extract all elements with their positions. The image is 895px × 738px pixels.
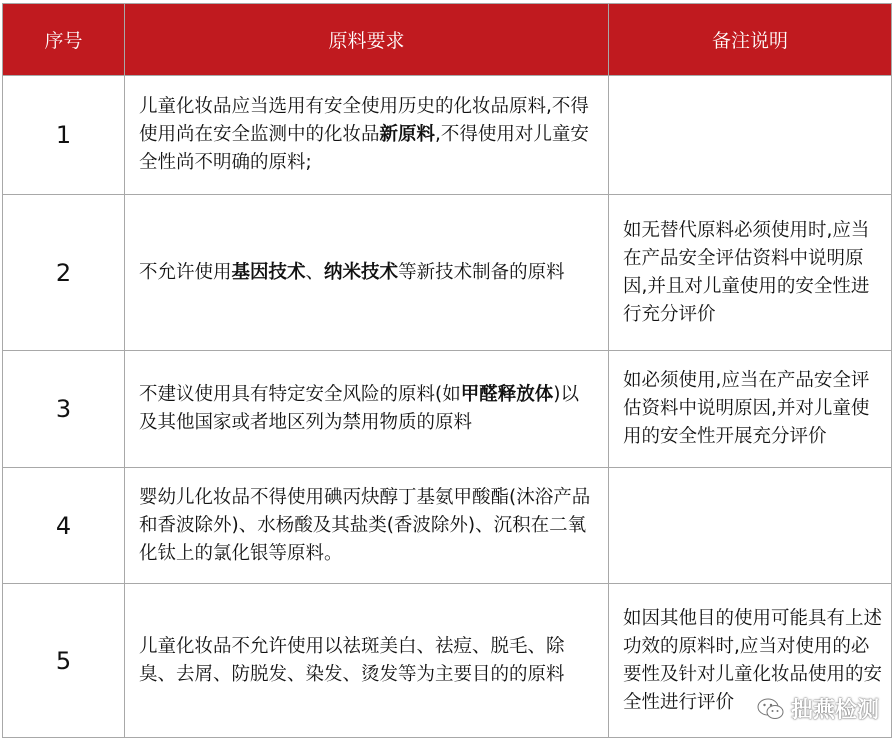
wechat-icon — [757, 697, 785, 721]
remark-cell: 如无替代原料必须使用时,应当在产品安全评估资料中说明原因,并且对儿童使用的安全性进行充分评价 — [609, 195, 892, 351]
requirement-cell — [125, 76, 609, 195]
table-row — [3, 76, 892, 195]
row-number: 4 — [3, 468, 125, 584]
watermark-text: 拙燕检测 — [791, 693, 879, 724]
requirement-cell: 婴幼儿化妆品不得使用碘丙炔醇丁基氨甲酸酯(沐浴产品和香波除外)、水杨酸及其盐类(香波除外)、沉积在二氧化钛上的氯化银等原料。 — [125, 468, 609, 584]
requirement-text: )以及其他国家或者地区列为禁用物质的原料 — [139, 384, 579, 433]
requirement-text: 儿童化妆品应当选用有安全使用历史的化妆品原料,不得使用尚在安全监测中的化妆品 — [139, 96, 589, 145]
requirement-cell — [125, 351, 609, 468]
requirement-text: 不允许使用 — [139, 262, 232, 283]
header-requirement: 原料要求 — [125, 4, 609, 76]
row-number: 2 — [3, 195, 125, 351]
requirements-table — [2, 3, 892, 738]
requirement-emphasis: 甲醛释放体 — [461, 384, 554, 405]
header-row — [3, 4, 892, 76]
table-row — [3, 195, 892, 351]
requirement-text: 等新技术制备的原料 — [398, 262, 565, 283]
requirement-cell: 儿童化妆品不允许使用以祛斑美白、祛痘、脱毛、除臭、去屑、防脱发、染发、烫发等为主要目的的原料 — [125, 584, 609, 738]
row-number: 5 — [3, 584, 125, 738]
requirement-cell — [125, 195, 609, 351]
row-number: 3 — [3, 351, 125, 468]
requirement-emphasis: 纳米技术 — [324, 262, 398, 283]
header-index: 序号 — [3, 4, 125, 76]
requirement-text: 不建议使用具有特定安全风险的原料(如 — [139, 384, 461, 405]
remark-cell: 如必须使用,应当在产品安全评估资料中说明原因,并对儿童使用的安全性开展充分评价 — [609, 351, 892, 468]
watermark — [757, 693, 879, 724]
row-number: 1 — [3, 76, 125, 195]
remark-cell: 如因其他目的使用可能具有上述功效的原料时,应当对使用的必要性及针对儿童化妆品使用的安全性进行评价 — [609, 584, 892, 738]
requirement-text: ,不得使用对儿童安全性尚不明确的原料; — [139, 124, 589, 173]
requirement-emphasis: 新原料 — [380, 124, 436, 145]
requirement-text: 、 — [306, 262, 325, 283]
table-row — [3, 468, 892, 584]
header-remarks: 备注说明 — [609, 4, 892, 76]
requirement-emphasis: 基因技术 — [232, 262, 306, 283]
remark-cell — [609, 76, 892, 195]
table-row — [3, 351, 892, 468]
remark-cell — [609, 468, 892, 584]
